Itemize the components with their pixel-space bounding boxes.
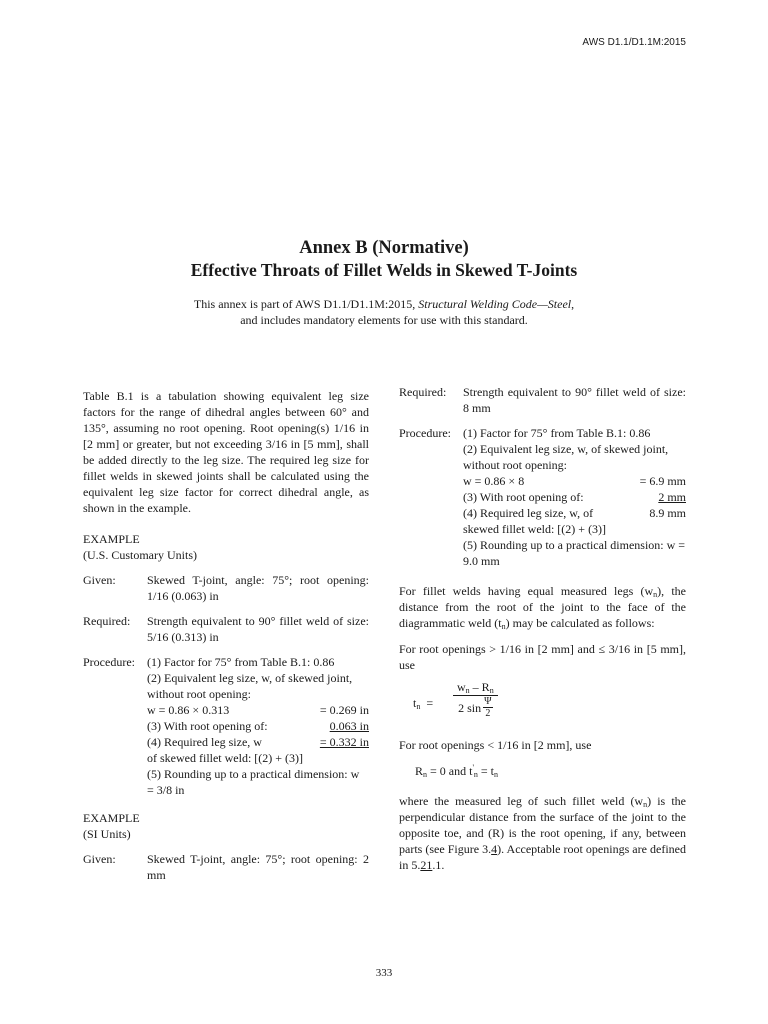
given-us-row: [83, 572, 369, 604]
proc-si-step2: (2) Equivalent leg size, w, of skewed joint, without root opening:: [463, 442, 669, 472]
intro-note: [0, 296, 768, 328]
proc-us-step1: (1) Factor for 75° from Table B.1: 0.86: [147, 655, 335, 669]
throat-equation: [399, 679, 686, 733]
equal-legs-text-a: For fillet welds having equal measured legs (w: [399, 584, 654, 598]
required-label: Required:: [83, 614, 131, 628]
intro-line1-pre: This annex is part of AWS D1.1/D1.1M:2015,: [193, 297, 419, 311]
root-opening-gt-paragraph: For root openings > 1/16 in [2 mm] and ≤ 3/16 in [5 mm], use: [399, 642, 686, 672]
required-us-text: Strength equivalent to 90° fillet weld of size: 5/16 (0.313) in: [147, 614, 369, 644]
required-label: Required:: [399, 385, 447, 399]
annex-subtitle: Effective Throats of Fillet Welds in Skewed T-Joints: [190, 260, 578, 280]
proc-si-step3-value: 2 mm: [658, 490, 686, 504]
proc-us-step4-label: (4) Required leg size, w: [147, 735, 262, 749]
root-opening-lt-paragraph: For root openings < 1/16 in [2 mm], use: [399, 738, 592, 752]
proc-si-step1: (1) Factor for 75° from Table B.1: 0.86: [463, 426, 651, 440]
given-si-text: Skewed T-joint, angle: 75°; root opening: 2 mm: [147, 852, 369, 882]
proc-us-step3-label: (3) With root opening of:: [147, 719, 268, 733]
procedure-us-steps: [147, 654, 369, 798]
subscript-n: n: [501, 622, 506, 631]
proc-si-step3-label: (3) With root opening of:: [463, 490, 584, 504]
proc-si-step4: [463, 505, 686, 521]
proc-us-w-line: [147, 702, 369, 718]
right-column: [399, 384, 686, 873]
given-si-row: [83, 851, 369, 883]
given-label: Given:: [83, 573, 116, 587]
required-si-text: Strength equivalent to 90° fillet weld of size: 8 mm: [463, 385, 686, 415]
proc-us-step3: [147, 718, 369, 734]
proc-si-w-result: = 6.9 mm: [639, 474, 686, 488]
running-header: AWS D1.1/D1.1M:2015: [582, 37, 686, 48]
equation-fraction: [453, 679, 498, 719]
given-label: Given:: [83, 852, 116, 866]
procedure-label: Procedure:: [83, 655, 135, 669]
annex-title: Annex B (Normative): [299, 238, 469, 258]
example-si-title: EXAMPLE: [83, 811, 140, 825]
proc-si-step4-value: 8.9 mm: [649, 506, 686, 520]
required-si-row: [399, 384, 686, 416]
equal-legs-text-c: ) may be calculated as follows:: [505, 616, 655, 630]
page-number: 333: [375, 967, 393, 979]
required-us-row: [83, 613, 369, 645]
proc-si-w-expr: w = 0.86 × 8: [463, 474, 525, 488]
procedure-si-row: [399, 425, 686, 569]
left-column: [83, 388, 369, 883]
proc-si-step4b: skewed fillet weld: [(2) + (3)]: [463, 522, 607, 536]
equation-lhs: $t_n$ =: [413, 696, 434, 711]
proc-us-w-result: = 0.269 in: [319, 703, 369, 717]
given-us-text: Skewed T-joint, angle: 75°; root opening: 1/16 (0.063) in: [147, 573, 369, 603]
psi-over-two: $\frac{\Psi}{2}$: [484, 696, 492, 719]
intro-line1-post: ,: [571, 297, 575, 311]
zero-root-equation: $R_n = 0$ and $t'_n = t_n$: [415, 763, 499, 779]
equation-numerator: $w_n - R_n$: [453, 679, 498, 696]
equation-denominator: 2 sin $\frac{\Psi}{2}$: [458, 696, 492, 719]
intro-line2: and includes mandatory elements for use with this standard.: [240, 313, 528, 327]
procedure-us-row: [83, 654, 369, 798]
example-us-title: EXAMPLE: [83, 532, 140, 546]
proc-us-step2: (2) Equivalent leg size, w, of skewed joint, without root opening:: [147, 671, 353, 701]
proc-us-w-expr: w = 0.86 × 0.313: [147, 703, 230, 717]
table-b1-paragraph: Table B.1 is a tabulation showing equivalent leg size factors for the range of dihedral angles between 60° and 135°, assuming no root opening. Root opening(s) 1/16 in [2 mm] or greater, but not exceeding 3/16 in [5 mm], shall be added directly to the leg size. The required leg size for fillet welds in skewed joints shall be calculated using the equivalent leg size factor for correct dihedral angle, as shown in the example.: [83, 389, 369, 515]
equal-legs-text-b: ), the distance from the root of the joint to the face of the diagrammatic weld (t: [399, 584, 687, 630]
section-ref-21[interactable]: 21: [420, 858, 433, 872]
proc-us-step4-value: = 0.332 in: [319, 735, 369, 749]
example-us-units: (U.S. Customary Units): [83, 548, 197, 562]
proc-us-step5: (5) Rounding up to a practical dimension: w = 3/8 in: [147, 767, 360, 797]
figure-ref-4[interactable]: 4: [491, 842, 498, 856]
procedure-label: Procedure:: [399, 426, 451, 440]
proc-si-w-line: [463, 473, 686, 489]
proc-us-step4: [147, 734, 369, 750]
proc-si-step4-label: (4) Required leg size, w, of: [463, 506, 594, 520]
proc-si-step5: (5) Rounding up to a practical dimension: w = 9.0 mm: [463, 538, 686, 568]
proc-si-step3: [463, 489, 686, 505]
procedure-si-steps: [463, 425, 686, 569]
proc-us-step4b: of skewed fillet weld: [(2) + (3)]: [147, 751, 304, 765]
example-si-units: (SI Units): [83, 827, 131, 841]
proc-us-step3-value: 0.063 in: [329, 719, 369, 733]
equal-legs-paragraph: [399, 583, 686, 631]
intro-code-title: Structural Welding Code—Steel: [418, 297, 572, 311]
subscript-n: n: [653, 590, 658, 599]
measured-leg-paragraph: where the measured leg of such fillet weld $(w_n)$ is the perpendicular distance from the surface of the joint to the opposite toe, and (R) is the root opening, if any, between parts (see Figure 3.4). Acceptable root openings are defined in 5.21.1.: [399, 794, 686, 872]
